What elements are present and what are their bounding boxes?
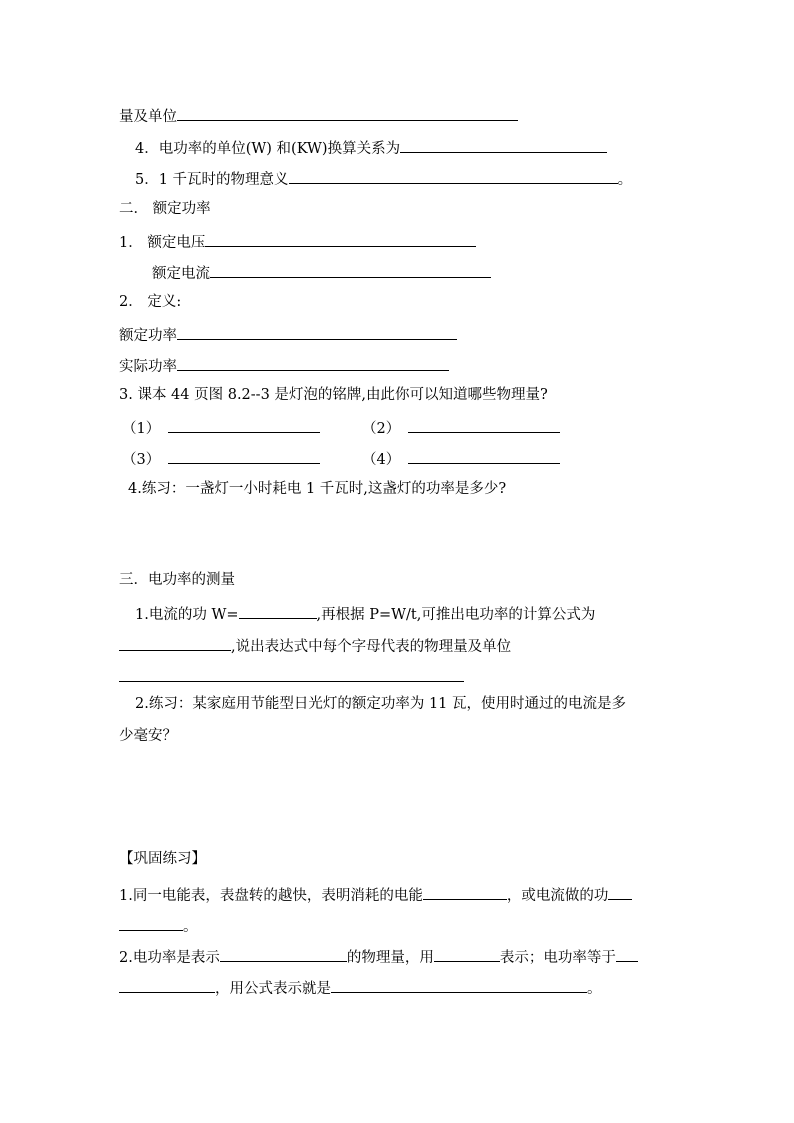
answer-blank[interactable] bbox=[408, 416, 560, 433]
answer-blank[interactable] bbox=[168, 447, 320, 464]
answer-blank[interactable] bbox=[177, 354, 449, 371]
answer-blank[interactable] bbox=[289, 167, 618, 184]
question-4-unit-conversion bbox=[135, 136, 607, 156]
text: ，用公式表示就是 bbox=[215, 981, 331, 997]
answer-blank[interactable] bbox=[177, 323, 457, 340]
nameplate-item-2 bbox=[362, 416, 560, 436]
rated-power-line bbox=[119, 323, 457, 343]
text: 量及单位 bbox=[119, 109, 177, 125]
period: 。 bbox=[587, 981, 602, 997]
rated-voltage-line bbox=[119, 230, 476, 250]
question-text: 4．电功率的单位(W) 和(KW)换算关系为 bbox=[135, 141, 401, 157]
consolidation-heading: 【巩固练习】 bbox=[119, 851, 206, 867]
question-3-nameplate: 3. 课本 44 页图 8.2--3 是灯泡的铭牌,由此你可以知道哪些物理量? bbox=[119, 387, 548, 403]
answer-blank[interactable] bbox=[616, 945, 638, 962]
section-2-heading: 二． 额定功率 bbox=[119, 201, 211, 217]
answer-blank[interactable] bbox=[400, 136, 607, 153]
question-1-answer-line bbox=[119, 665, 464, 685]
answer-blank[interactable] bbox=[331, 976, 587, 993]
nameplate-item-1 bbox=[122, 416, 320, 436]
text: 1.电流的功 W= bbox=[135, 607, 239, 623]
question-4-exercise: 4.练习：一盏灯一小时耗电 1 千瓦时,这盏灯的功率是多少? bbox=[128, 481, 507, 497]
consolidation-q2-line-1 bbox=[119, 945, 638, 965]
rated-current-line bbox=[152, 261, 491, 281]
text: ,再根据 P=W/t,可推出电功率的计算公式为 bbox=[316, 607, 596, 623]
answer-blank[interactable] bbox=[119, 634, 231, 651]
answer-blank[interactable] bbox=[177, 104, 518, 121]
label: 额定功率 bbox=[119, 328, 177, 344]
label: 额定电流 bbox=[152, 266, 210, 282]
text: ，或电流做的功 bbox=[506, 888, 609, 904]
question-1-continuation bbox=[119, 634, 511, 654]
answer-blank[interactable] bbox=[608, 883, 632, 900]
answer-blank[interactable] bbox=[168, 416, 320, 433]
text: 表示；电功率等于 bbox=[499, 950, 616, 966]
question-1-work bbox=[135, 602, 595, 622]
nameplate-item-4 bbox=[362, 447, 560, 467]
line-quantity-unit bbox=[119, 104, 518, 124]
consolidation-q1-line-2 bbox=[119, 914, 198, 934]
answer-blank[interactable] bbox=[408, 447, 560, 464]
answer-blank[interactable] bbox=[210, 261, 491, 278]
nameplate-item-3 bbox=[122, 447, 320, 467]
period: 。 bbox=[183, 919, 198, 935]
answer-blank[interactable] bbox=[434, 945, 500, 962]
definition-label: 2． 定义: bbox=[119, 294, 182, 310]
answer-blank[interactable] bbox=[119, 665, 464, 682]
item-number: （4） bbox=[362, 452, 401, 468]
text: 的物理量，用 bbox=[346, 950, 434, 966]
answer-blank[interactable] bbox=[220, 945, 347, 962]
question-2-exercise-line-1: 2.练习：某家庭用节能型日光灯的额定功率为 11 瓦，使用时通过的电流是多 bbox=[135, 696, 627, 712]
label: 1． 额定电压 bbox=[119, 235, 206, 251]
consolidation-q2-line-2 bbox=[119, 976, 602, 996]
answer-blank[interactable] bbox=[423, 883, 507, 900]
answer-blank[interactable] bbox=[239, 602, 317, 619]
item-number: （1） bbox=[122, 421, 161, 437]
item-number: （3） bbox=[122, 452, 161, 468]
consolidation-q1-line-1 bbox=[119, 883, 632, 903]
text: 2.电功率是表示 bbox=[119, 950, 220, 966]
text: ,说出表达式中每个字母代表的物理量及单位 bbox=[231, 639, 512, 655]
answer-blank[interactable] bbox=[119, 914, 183, 931]
question-text: 5．1 千瓦时的物理意义 bbox=[135, 172, 289, 188]
text: 1.同一电能表，表盘转的越快，表明消耗的电能 bbox=[119, 888, 423, 904]
question-2-exercise-line-2: 少毫安？ bbox=[119, 728, 177, 744]
section-3-heading: 三．电功率的测量 bbox=[119, 572, 235, 588]
label: 实际功率 bbox=[119, 359, 177, 375]
actual-power-line bbox=[119, 354, 449, 374]
question-5-kwh-meaning bbox=[135, 167, 632, 187]
period: 。 bbox=[617, 172, 633, 188]
item-number: （2） bbox=[362, 421, 401, 437]
answer-blank[interactable] bbox=[119, 976, 215, 993]
answer-blank[interactable] bbox=[205, 230, 476, 247]
